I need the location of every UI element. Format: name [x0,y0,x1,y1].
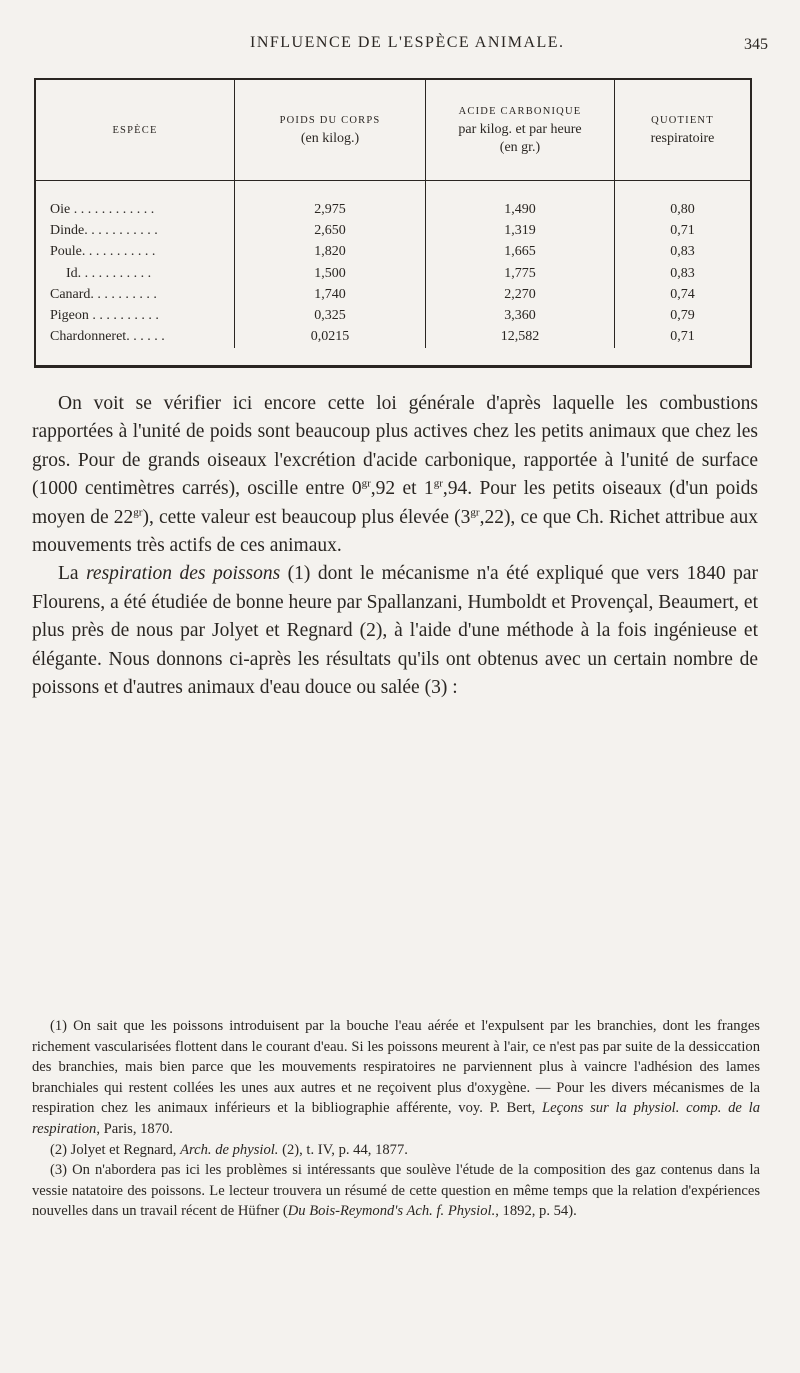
footnote-1 [32,1016,760,1140]
respiration-table [34,78,752,368]
text-run: ), cette valeur est beaucoup plus élevée (3 [142,506,471,528]
text-run: La [58,563,87,585]
col-quotient-label: QUOTIENT [651,115,714,127]
table-row [36,242,750,263]
cell-quotient: 0,79 [615,305,751,326]
unit-superscript: gr [133,506,143,519]
text-run: ,94. Pour les petits oiseaux (d'un poids moyen de 22 [32,478,758,528]
cell-weight: 1,500 [235,263,426,284]
text-run: (2) Jolyet et Regnard, [50,1141,181,1158]
col-co2-label: ACIDE CARBONIQUE [458,105,582,117]
table-header-row [36,80,750,181]
cell-weight: 0,0215 [235,327,426,348]
table-row [36,181,750,221]
table-row [36,263,750,284]
cell-species: Dinde. . . . . . . . . . . [50,222,158,238]
col-co2-unit: (en gr.) [499,140,541,156]
paragraph-fish [32,560,758,702]
cell-weight: 0,325 [235,305,426,326]
col-quotient [615,80,751,181]
col-weight-unit: (en kilog.) [300,131,360,146]
unit-superscript: gr [361,477,371,490]
col-co2 [426,80,615,181]
cell-co2: 1,319 [426,220,615,241]
cell-species: Canard. . . . . . . . . . [50,286,157,302]
footnotes [32,1016,760,1222]
cell-weight: 2,650 [235,220,426,241]
cell-species: Poule. . . . . . . . . . . [50,244,156,260]
italic-run: respiration des poissons [86,563,281,585]
italic-run: Du Bois-Reymond's Ach. f. Physiol. [287,1203,496,1220]
page-number: 345 [744,36,768,53]
text-run: (1) dont le mécanisme n'a été expliqué que vers 1840 par Flourens, a été étudiée de bonne heure par Spallanzani, Humboldt et Provençal, Beaumert, et plus près de nous par Jolyet et Regnard (2), à l'aide d'une méthode à la fois ingénieuse et élégante. Nous donnons ci-après les résultats qu'ils ont obtenus avec un certain nombre de poissons et d'autres animaux d'eau douce ou salée (3) : [32,563,758,699]
text-run: ,22), ce que Ch. Richet attribue aux mouvements très actifs de ces animaux. [32,506,758,557]
text-run: ,92 et 1 [370,478,434,500]
text-run: (2), t. IV, p. 44, 1877. [278,1141,408,1158]
text-run: , 1892, p. 54). [495,1203,577,1220]
running-title: INFLUENCE DE L'ESPÈCE ANIMALE. [250,34,565,51]
cell-quotient: 0,71 [615,220,751,241]
table-row [36,284,750,305]
body-text [32,390,758,702]
cell-co2: 3,360 [426,305,615,326]
text-run: (3) On n'abordera pas ici les problèmes si intéressants que soulève l'étude de la composition des gaz contenus dans la vessie natatoire des poissons. Le lecteur trouvera un résumé de cette question en même temps que la relation d'expériences nouvelles dans un travail récent de Hüfner ( [32,1162,760,1220]
cell-quotient: 0,83 [615,263,751,284]
text-run: On voit se vérifier ici encore cette loi générale d'après laquelle les combustions rapportées à l'unité de poids sont beaucoup plus actives chez les petits animaux que chez les gros. Pour de grands oiseaux l'excrétion d'acide carbonique, rapportée à l'unité de surface (1000 centimètres carrés), oscille entre 0 [32,393,758,500]
cell-weight: 1,740 [235,284,426,305]
cell-co2: 1,665 [426,242,615,263]
cell-co2: 1,775 [426,263,615,284]
cell-weight: 1,820 [235,242,426,263]
italic-run: Leçons sur la physiol. comp. de la respiration [32,1100,760,1137]
cell-species: Chardonneret. . . . . . [50,329,165,345]
cell-co2: 12,582 [426,327,615,348]
col-weight-label: POIDS DU CORPS [279,115,381,127]
cell-species: Pigeon . . . . . . . . . . [50,308,159,324]
cell-weight: 2,975 [235,181,426,221]
cell-quotient: 0,80 [615,181,751,221]
col-species-label: ESPÈCE [112,124,158,136]
col-species [36,80,235,181]
col-quotient-line2: respiratoire [650,131,715,146]
footnote-2 [32,1140,760,1161]
italic-run: Arch. de physiol. [180,1141,279,1158]
cell-species: Oie . . . . . . . . . . . . [50,201,155,217]
footnote-3 [32,1160,760,1222]
data-table [36,80,750,348]
cell-co2: 1,490 [426,181,615,221]
paragraph-birds [32,390,758,560]
cell-quotient: 0,74 [615,284,751,305]
cell-quotient: 0,71 [615,327,751,348]
col-co2-line2: par kilog. et par heure [458,121,582,137]
unit-superscript: gr [470,506,480,519]
table-row [36,220,750,241]
cell-species: Id. . . . . . . . . . . [66,265,152,281]
cell-quotient: 0,83 [615,242,751,263]
cell-co2: 2,270 [426,284,615,305]
unit-superscript: gr [433,477,443,490]
table-row [36,305,750,326]
page-header [0,34,800,56]
text-run: (1) On sait que les poissons introduisent par la bouche l'eau aérée et l'expulsent par les branchies, dont les franges richement vascularisées flottent dans le courant d'eau. Si les poissons meurent à l'air, ce n'est pas par suite de la dessiccation des branchies, mais bien parce que les mouvements respiratoires ne parviennent plus à vaincre l'adhésion des lames branchiales qui restent collées les unes aux autres et ne reçoivent plus d'oxygène. — Pour les divers mécanismes de la respiration chez les animaux inférieurs et la bibliographie afférente, voy. P. Bert, [32,1018,760,1117]
table-row [36,327,750,348]
col-weight [235,80,426,181]
text-run: , Paris, 1870. [96,1120,173,1137]
